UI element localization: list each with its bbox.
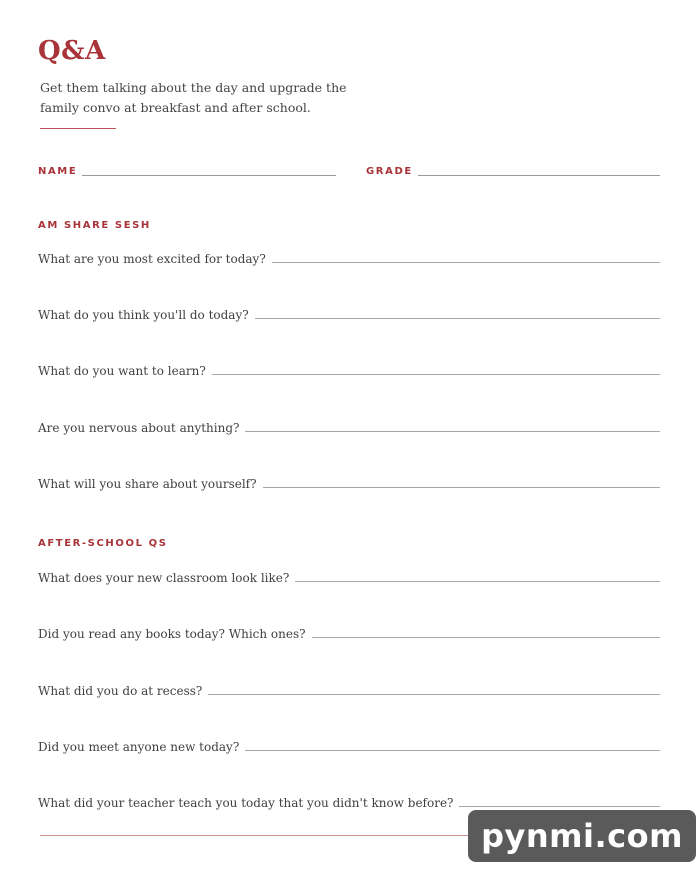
page-title: Q&A bbox=[38, 36, 106, 66]
question-text: What will you share about yourself? bbox=[38, 477, 257, 491]
am-question bbox=[38, 471, 660, 491]
question-text: What did you do at recess? bbox=[38, 684, 203, 698]
answer-line[interactable] bbox=[263, 487, 660, 488]
answer-line[interactable] bbox=[212, 374, 660, 375]
answer-line[interactable] bbox=[312, 637, 660, 638]
answer-line[interactable] bbox=[295, 581, 660, 582]
question-text: Did you meet anyone new today? bbox=[38, 740, 240, 754]
question-text: What do you want to learn? bbox=[38, 364, 206, 378]
grade-field[interactable] bbox=[418, 175, 660, 176]
answer-line[interactable] bbox=[208, 694, 660, 695]
am-question bbox=[38, 415, 660, 435]
am-question bbox=[38, 302, 660, 322]
question-text: Are you nervous about anything? bbox=[38, 421, 240, 435]
answer-line[interactable] bbox=[255, 318, 660, 319]
after-school-question bbox=[38, 790, 660, 810]
name-field[interactable] bbox=[82, 175, 336, 176]
grade-label: GRADE bbox=[366, 166, 413, 177]
after-school-question bbox=[38, 565, 660, 585]
am-section-heading: AM SHARE SESH bbox=[38, 220, 151, 231]
name-label: NAME bbox=[38, 166, 78, 177]
question-text: What do you think you'll do today? bbox=[38, 308, 249, 322]
after-school-section-heading: AFTER-SCHOOL QS bbox=[38, 538, 168, 549]
intro-divider bbox=[40, 128, 116, 129]
question-text: What does your new classroom look like? bbox=[38, 571, 290, 585]
after-school-question bbox=[38, 678, 660, 698]
watermark-logo: pynmi.com bbox=[468, 810, 696, 862]
question-text: What are you most excited for today? bbox=[38, 252, 266, 266]
am-question bbox=[38, 246, 660, 266]
answer-line[interactable] bbox=[245, 750, 660, 751]
after-school-question bbox=[38, 621, 660, 641]
answer-line[interactable] bbox=[272, 262, 660, 263]
answer-line[interactable] bbox=[459, 806, 660, 807]
intro-text: Get them talking about the day and upgrade the family convo at breakfast and after school. bbox=[40, 80, 347, 115]
question-text: Did you read any books today? Which ones? bbox=[38, 627, 306, 641]
am-question bbox=[38, 358, 660, 378]
answer-line[interactable] bbox=[245, 431, 660, 432]
after-school-question bbox=[38, 734, 660, 754]
question-text: What did your teacher teach you today that you didn't know before? bbox=[38, 796, 454, 810]
